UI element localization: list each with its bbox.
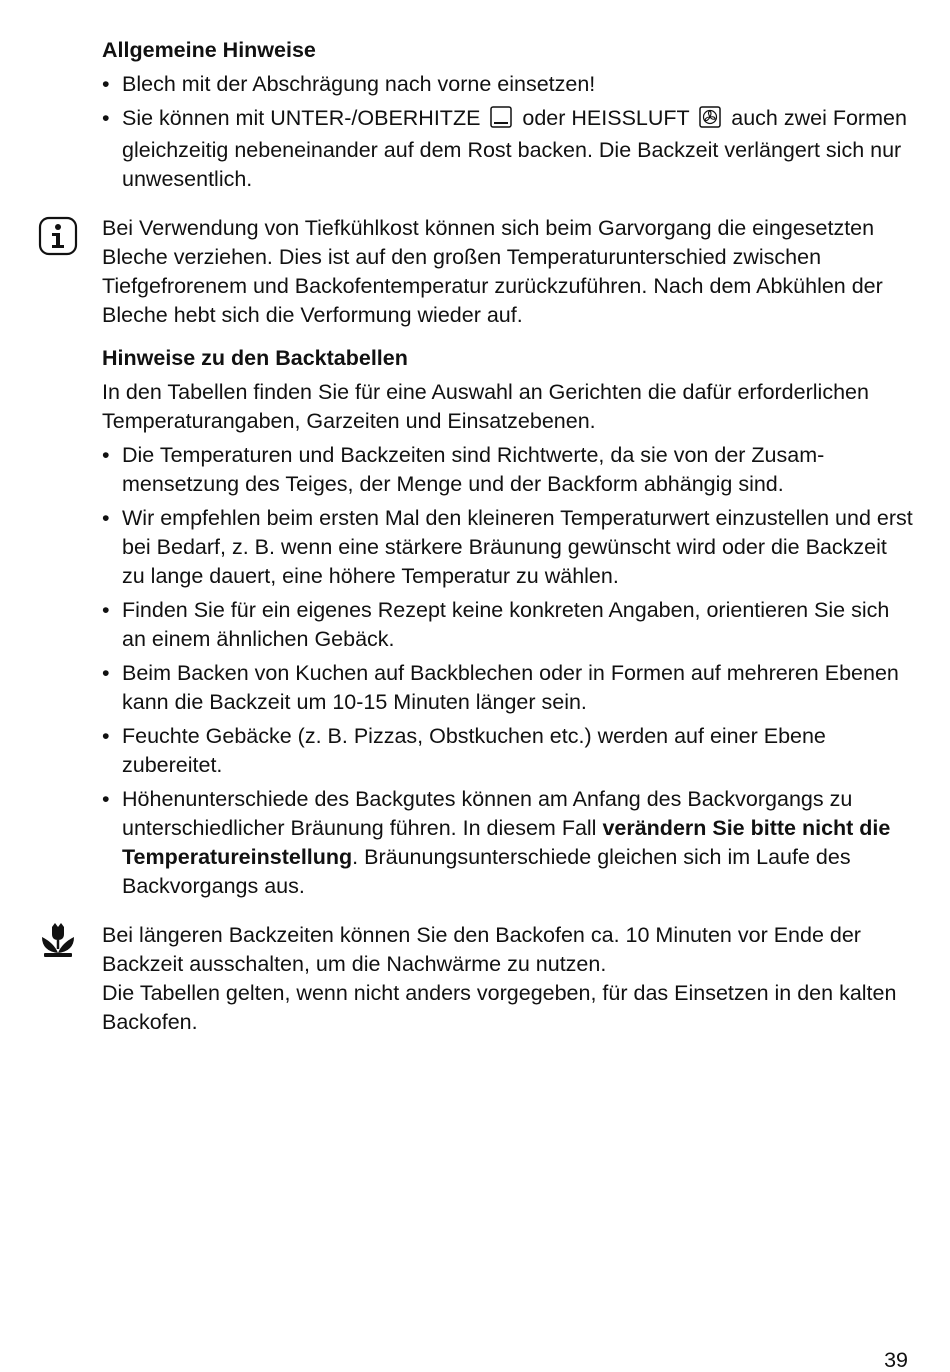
eco-note <box>102 921 914 1037</box>
info-note <box>102 214 914 330</box>
bullet-text: . Bräunungsunterschiede gleichen sich im Laufe des Backvorgangs aus. <box>122 845 851 898</box>
info-icon <box>38 216 78 256</box>
bullet-text: auch zwei Formen gleichzeitig nebeneinander auf dem Rost backen. Die Backzeit verlängert sich nur unwesentlich. <box>122 106 907 191</box>
baking-tables-section <box>102 344 914 901</box>
eco-tulip-icon <box>38 921 78 961</box>
list-item: • Finden Sie für ein eigenes Rezept keine konkreten Angaben, orientieren Sie sich an einem ähnlichen Gebäck. <box>102 596 914 654</box>
baking-tables-heading: Hinweise zu den Backtabellen <box>102 346 408 370</box>
general-notes-list <box>102 70 914 194</box>
baking-tables-intro: In den Tabellen finden Sie für eine Auswahl an Gerichten die dafür erforderlichen Temperaturangaben, Garzeiten und Einsatzebenen. <box>102 380 869 433</box>
page-number: 39 <box>884 1348 908 1372</box>
top-bottom-heat-icon <box>490 106 512 136</box>
baking-tables-list <box>102 441 914 901</box>
list-item <box>102 785 914 901</box>
list-item: • Wir empfehlen beim ersten Mal den kleineren Temperaturwert einzustellen und erst bei Bedarf, z. B. wenn eine stärkere Bräunung gewünscht wird oder die Backzeit zu lange dauert, eine höhere Temperatur zu wählen. <box>102 504 914 591</box>
list-item <box>102 104 914 194</box>
bullet-text: Höhenunterschiede des Backgutes können am Anfang des Backvorgangs zu unterschiedlicher Bräunung führen. In diesem Fall <box>122 787 853 840</box>
general-notes-section <box>102 36 914 194</box>
list-item: • Die Temperaturen und Backzeiten sind Richtwerte, da sie von der Zusammensetzung des Teiges, der Menge und der Backform abhängig sind. <box>102 441 914 499</box>
list-item: • Beim Backen von Kuchen auf Backblechen oder in Formen auf mehreren Ebenen kann die Backzeit um 10-15 Minuten länger sein. <box>102 659 914 717</box>
bullet-text: oder HEISSLUFT <box>522 106 690 130</box>
eco-note-text: Die Tabellen gelten, wenn nicht anders vorgegeben, für das Einsetzen in den kalten Backofen. <box>102 981 897 1034</box>
list-item: • Blech mit der Abschrägung nach vorne einsetzen! <box>102 70 914 99</box>
emphasis-text: verändern Sie bitte nicht die Temperatureinstellung <box>122 816 891 869</box>
list-item: • Feuchte Gebäcke (z. B. Pizzas, Obstkuchen etc.) werden auf einer Ebene zubereitet. <box>102 722 914 780</box>
fan-heat-icon <box>699 106 721 136</box>
info-note-text: Bei Verwendung von Tiefkühlkost können sich beim Garvorgang die eingesetzten Bleche verziehen. Dies ist auf den großen Temperaturunterschied zwischen Tiefgefrorenem und Backofentemperatur zurückzuführen. Nach dem Abkühlen der Bleche hebt sich die Verformung wieder auf. <box>102 216 883 327</box>
general-notes-heading: Allgemeine Hinweise <box>102 38 316 62</box>
bullet-text: Sie können mit UNTER-/OBERHITZE <box>122 106 481 130</box>
page-content <box>102 36 914 1051</box>
eco-note-text: Bei längeren Backzeiten können Sie den Backofen ca. 10 Minuten vor Ende der Backzeit ausschalten, um die Nachwärme zu nutzen. <box>102 923 861 976</box>
